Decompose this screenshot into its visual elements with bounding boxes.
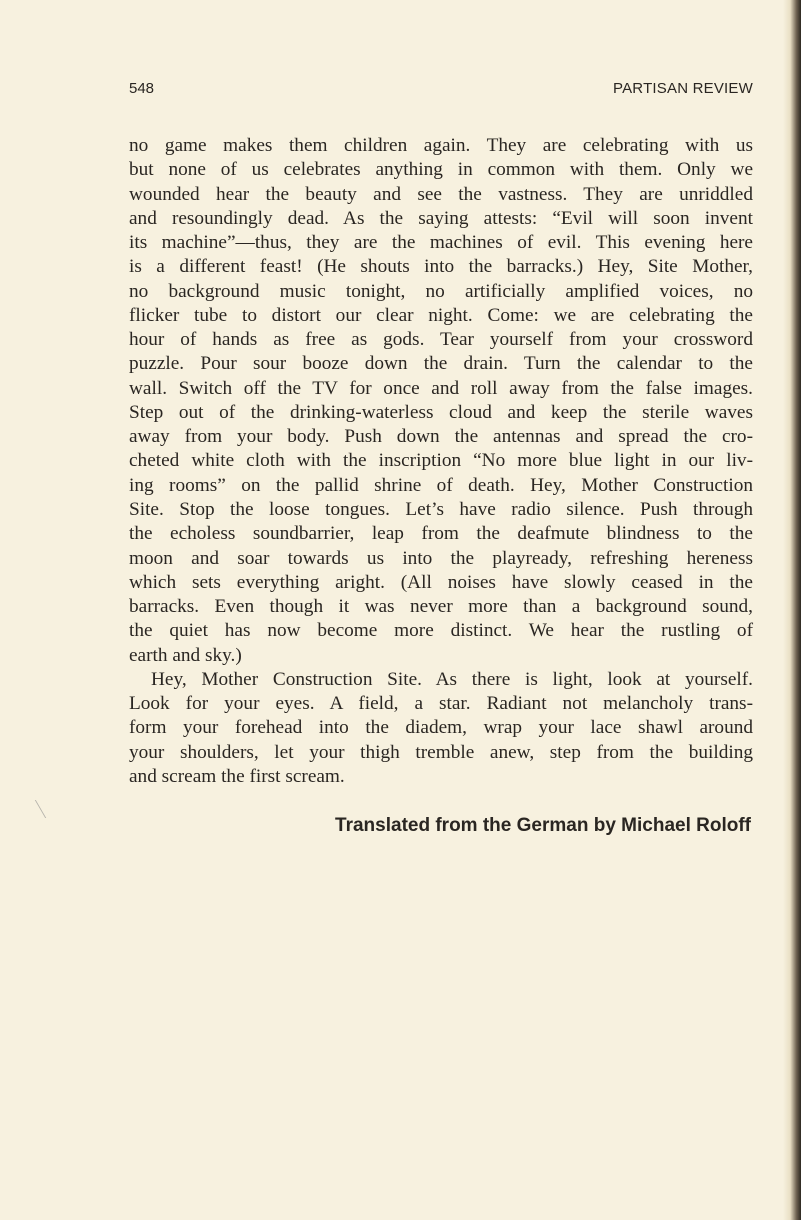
text-line: your shoulders, let your thigh tremble anew, step from the building	[129, 741, 753, 763]
text-line: barracks. Even though it was never more than a background sound,	[129, 596, 753, 618]
body-text	[129, 134, 753, 789]
text-line: Hey, Mother Construction Site. As there is light, look at yourself.	[151, 668, 753, 690]
text-line: Look for your eyes. A field, a star. Radiant not melancholy trans-	[129, 693, 753, 715]
text-line: which sets everything aright. (All noises have slowly ceased in the	[129, 571, 753, 593]
text-line: form your forehead into the diadem, wrap your lace shawl around	[129, 717, 753, 739]
text-line: but none of us celebrates anything in common with them. Only we	[129, 159, 753, 181]
page-binding-edge	[783, 0, 801, 1220]
text-line: puzzle. Pour sour booze down the drain. Turn the calendar to the	[129, 353, 753, 375]
text-line: wall. Switch off the TV for once and roll away from the false images.	[129, 377, 753, 399]
text-line: cheted white cloth with the inscription “No more blue light in our liv-	[129, 450, 753, 472]
text-line: away from your body. Push down the antennas and spread the cro-	[129, 426, 753, 448]
pen-mark	[35, 800, 60, 818]
text-line: the echoless soundbarrier, leap from the deafmute blindness to the	[129, 523, 753, 545]
text-line: earth and sky.)	[129, 644, 242, 666]
translator-credit: Translated from the German by Michael Roloff	[335, 815, 751, 836]
text-line: no background music tonight, no artificially amplified voices, no	[129, 280, 753, 302]
text-line: Site. Stop the loose tongues. Let’s have radio silence. Push through	[129, 498, 753, 520]
text-line: its machine”—thus, they are the machines of evil. This evening here	[129, 232, 753, 254]
text-line: ing rooms” on the pallid shrine of death. Hey, Mother Construction	[129, 474, 753, 496]
text-line: wounded hear the beauty and see the vastness. They are unriddled	[129, 183, 753, 205]
text-line: Step out of the drinking-waterless cloud and keep the sterile waves	[129, 401, 753, 423]
text-line: moon and soar towards us into the playready, refreshing hereness	[129, 547, 753, 569]
text-line: the quiet has now become more distinct. We hear the rustling of	[129, 620, 753, 642]
running-title: PARTISAN REVIEW	[613, 80, 753, 97]
text-line: is a different feast! (He shouts into the barracks.) Hey, Site Mother,	[129, 256, 753, 278]
text-line: flicker tube to distort our clear night. Come: we are celebrating the	[129, 304, 753, 326]
page-number: 548	[129, 80, 155, 97]
text-line: and scream the first scream.	[129, 765, 345, 787]
text-line: no game makes them children again. They are celebrating with us	[129, 135, 753, 156]
text-line: and resoundingly dead. As the saying attests: “Evil will soon invent	[129, 207, 753, 229]
text-line: hour of hands as free as gods. Tear yourself from your crossword	[129, 329, 753, 351]
